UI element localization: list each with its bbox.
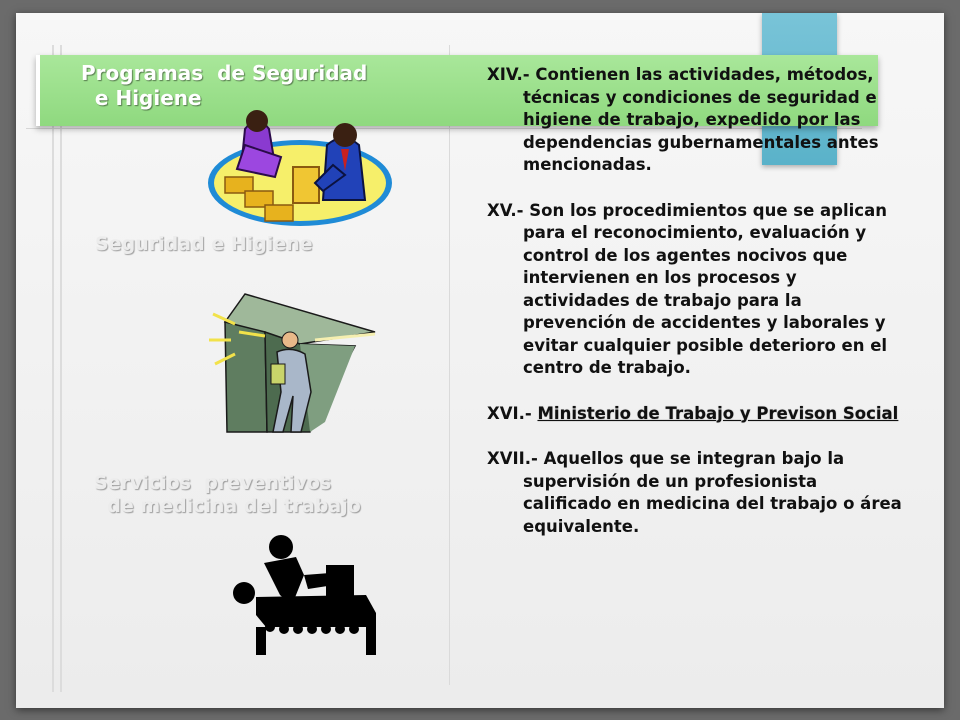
heading-servicios-preventivos bbox=[94, 472, 361, 518]
item-number: XVII.- bbox=[487, 449, 538, 468]
slide-title bbox=[81, 61, 441, 111]
heading2-line-1: Servicios preventivos bbox=[94, 472, 332, 494]
title-line-1: Programas de Seguridad bbox=[81, 61, 368, 85]
list-item-xvii bbox=[487, 448, 907, 538]
column-divider bbox=[449, 45, 450, 685]
heading2-line-2: de medicina del trabajo bbox=[94, 495, 361, 517]
item-number: XV.- bbox=[487, 200, 524, 220]
list-item-xiv bbox=[487, 64, 907, 177]
item-text: Son los procedimientos que se aplican para el reconocimiento, evaluación y control de los agentes nocivos que intervienen en los procesos y actividades de trabajo para la prevención de accidentes y laborales y evitar cualquier posible deterioro en el centro de trabajo. bbox=[523, 200, 888, 377]
item-text: Contienen las actividades, métodos, técnicas y condiciones de seguridad e higiene de trabajo, expedido por las dependencias gubernamentales antes mencionadas. bbox=[523, 65, 879, 174]
heading-seguridad-higiene: Seguridad e Higiene bbox=[95, 233, 313, 255]
item-number: XIV.- bbox=[487, 65, 530, 84]
man-in-corridor-clipart bbox=[205, 292, 380, 434]
definitions-list bbox=[487, 64, 907, 561]
item-number: XVI.- bbox=[487, 403, 532, 423]
ministerio-link[interactable]: Ministerio de Trabajo y Previson Social bbox=[537, 403, 899, 423]
left-edge-rule-2 bbox=[60, 45, 62, 692]
item-text: Aquellos que se integran bajo la supervisión de un profesionista calificado en medicina del trabajo o área equivalente. bbox=[523, 449, 902, 536]
left-edge-rule bbox=[52, 45, 54, 692]
first-aid-clipart bbox=[226, 535, 386, 660]
business-handshake-clipart bbox=[205, 105, 395, 230]
title-line-2: e Higiene bbox=[81, 86, 202, 110]
list-item-xvi bbox=[487, 403, 907, 426]
list-item-xv bbox=[487, 200, 907, 380]
